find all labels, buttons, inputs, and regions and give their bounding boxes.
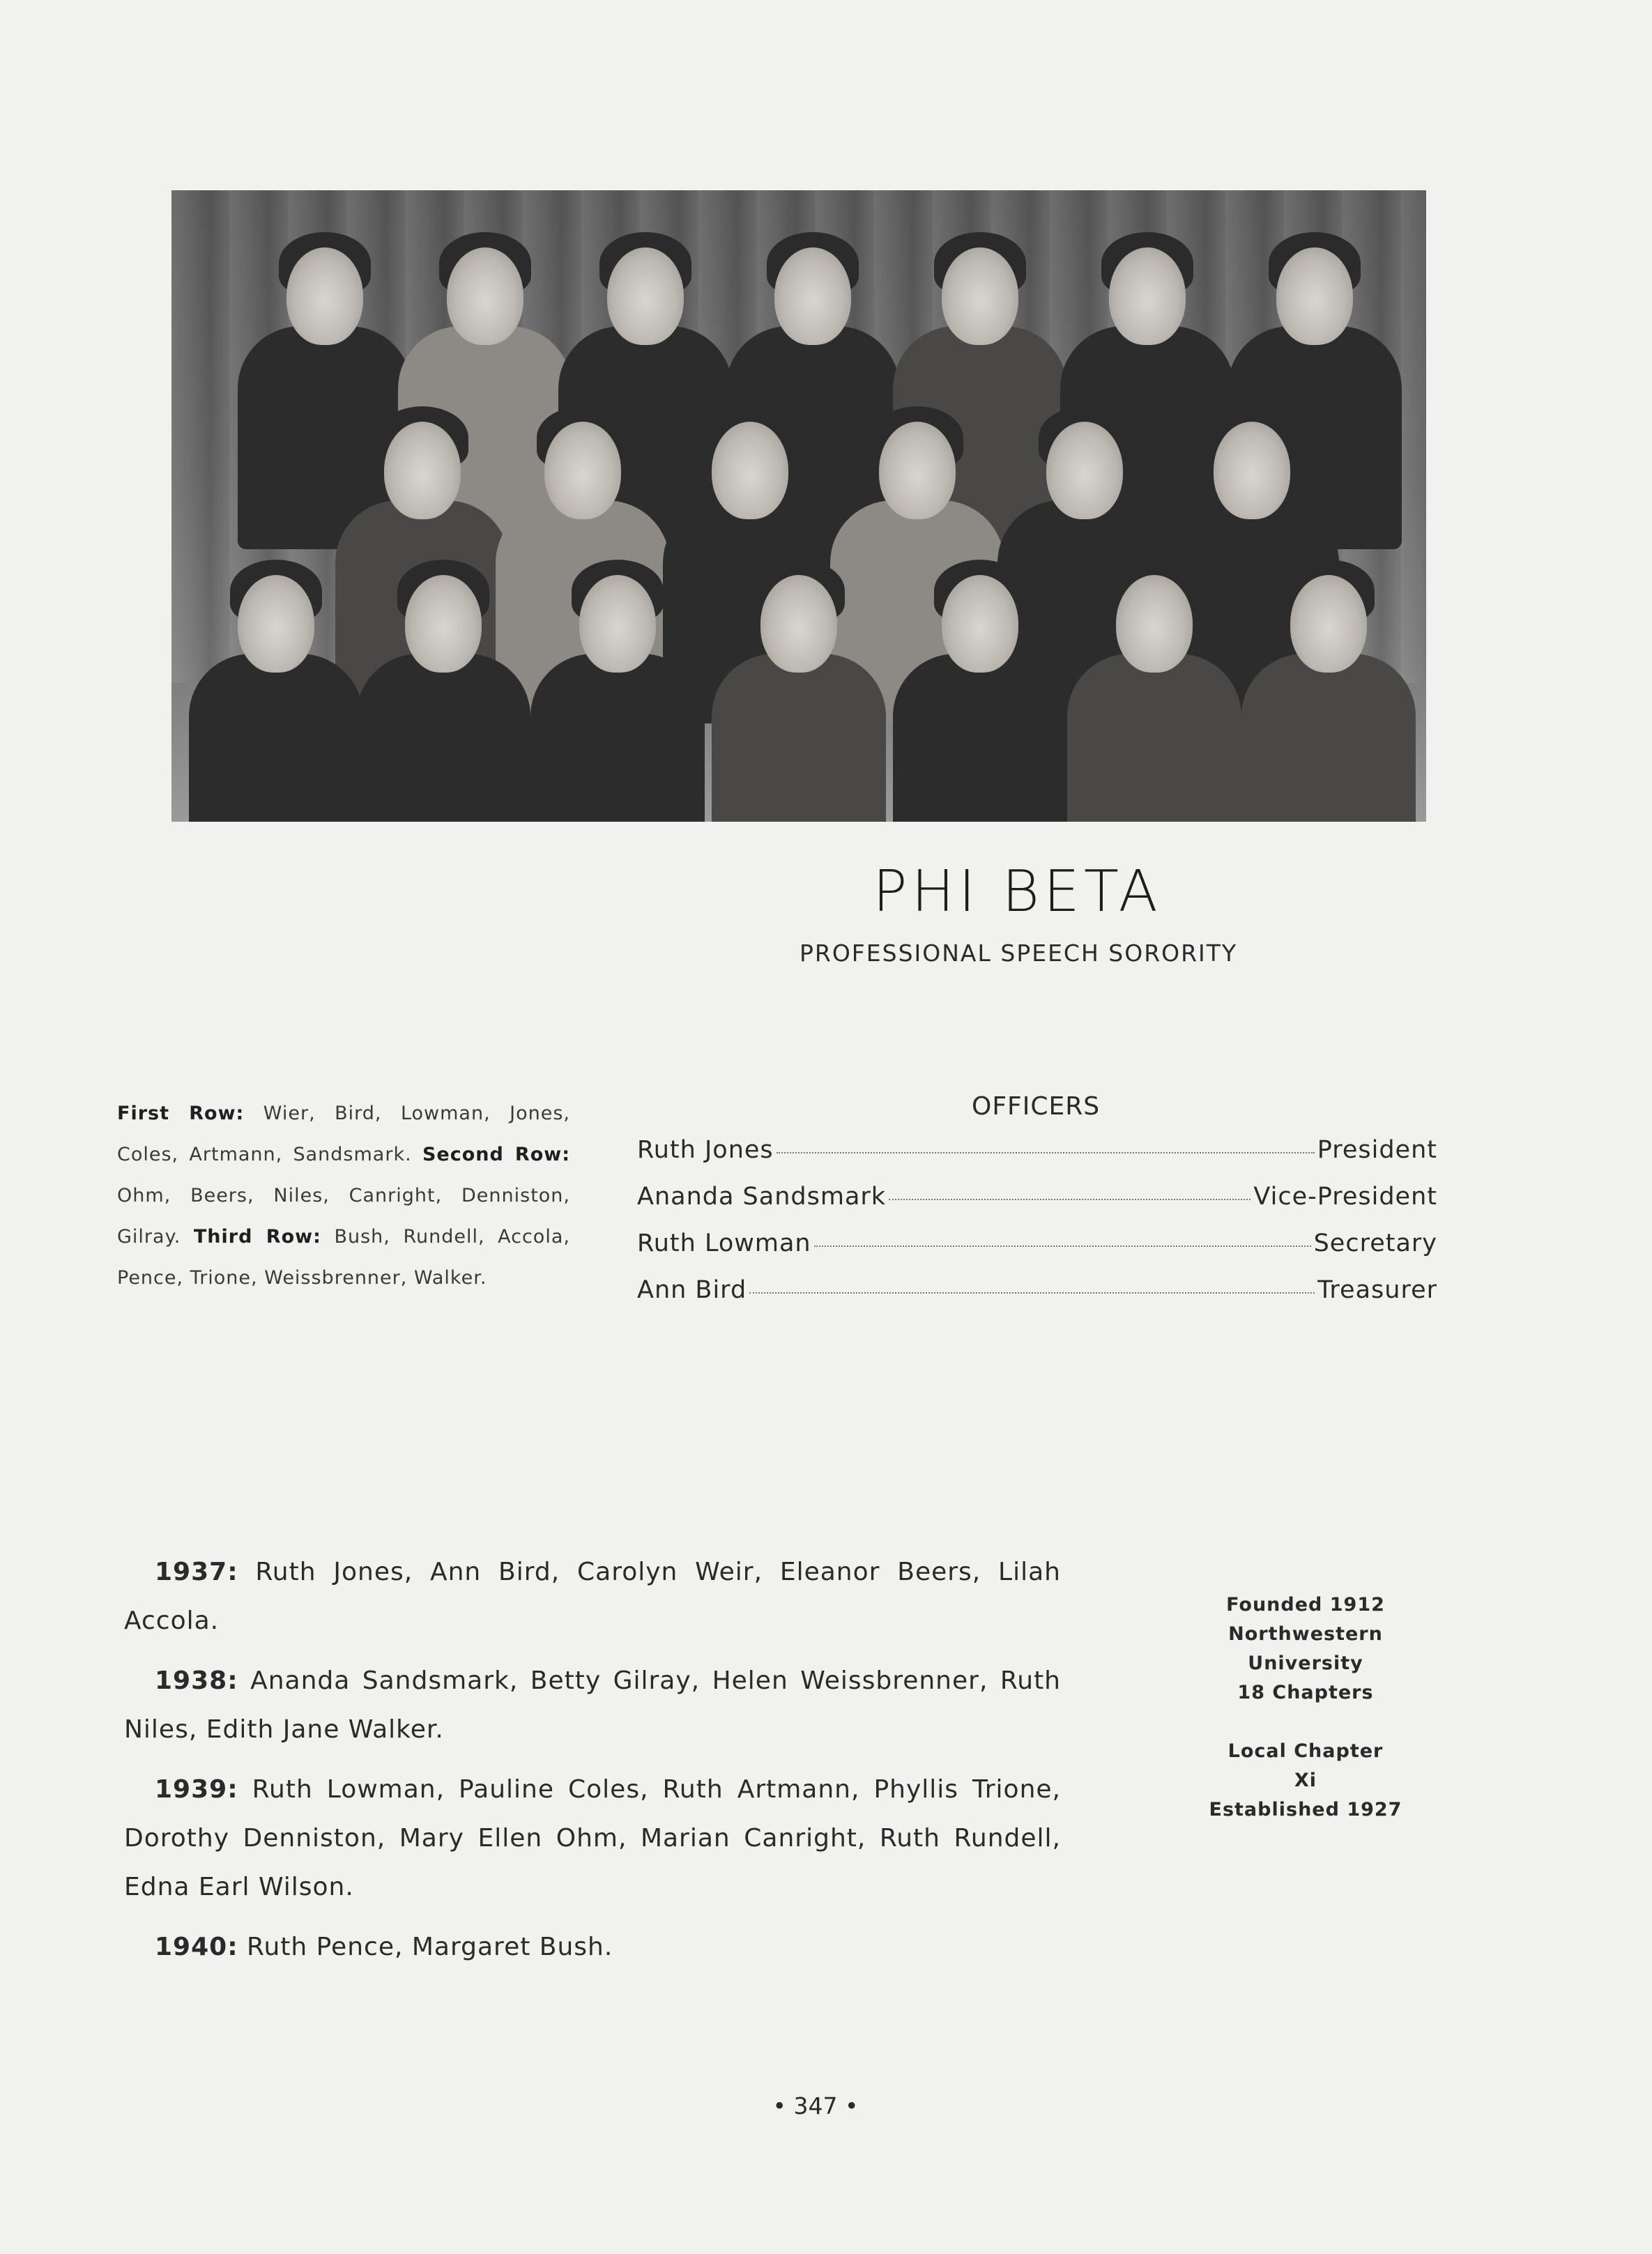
class-names: Ruth Pence, Margaret Bush.: [247, 1933, 613, 1961]
officer-name: Ann Bird: [637, 1276, 747, 1304]
caption-third-row-names: Bush, Rundell, Accola, Pence, Trione, Weissbrenner, Walker.: [117, 1226, 570, 1289]
page-number: • 347 •: [772, 2092, 859, 2119]
officer-row: [637, 1183, 1437, 1229]
group-member: [1238, 560, 1419, 822]
founding-info: [1170, 1590, 1441, 1825]
officer-name: Ruth Jones: [637, 1136, 774, 1164]
class-members: [124, 1548, 1061, 1983]
class-entry: [124, 1765, 1061, 1912]
class-entry: [124, 1657, 1061, 1754]
class-entry: [124, 1923, 1061, 1972]
caption-third-row-label: Third Row:: [193, 1226, 321, 1248]
chapter-established: Established 1927: [1209, 1799, 1402, 1820]
class-names: Ananda Sandsmark, Betty Gilray, Helen Weissbrenner, Ruth Niles, Edith Jane Walker.: [124, 1666, 1061, 1744]
group-member: [527, 560, 708, 822]
officers-list: [637, 1136, 1437, 1323]
officer-name: Ananda Sandsmark: [637, 1183, 887, 1211]
page-title: PHI BETA: [873, 859, 1162, 925]
dot-leader: [749, 1292, 1315, 1294]
group-member: [185, 560, 367, 822]
local-chapter-name: Xi: [1294, 1770, 1317, 1791]
local-chapter-label: Local Chapter: [1227, 1740, 1384, 1762]
officer-row: [637, 1229, 1437, 1276]
officer-row: [637, 1276, 1437, 1323]
page-subtitle: PROFESSIONAL SPEECH SORORITY: [800, 940, 1238, 967]
dot-leader: [777, 1152, 1315, 1153]
class-names: Ruth Jones, Ann Bird, Carolyn Weir, Eleanor Beers, Lilah Accola.: [124, 1558, 1061, 1635]
class-year: 1938:: [155, 1666, 238, 1695]
officer-role: President: [1317, 1136, 1437, 1164]
dot-leader: [814, 1245, 1311, 1247]
chapter-count: 18 Chapters: [1237, 1682, 1374, 1703]
caption-first-row-label: First Row:: [117, 1103, 245, 1124]
class-names: Ruth Lowman, Pauline Coles, Ruth Artmann, Phyllis Trione, Dorothy Denniston, Mary Ellen Ohm, Marian Canright, Ruth Rundell, Edna Earl Wilson.: [124, 1775, 1061, 1901]
caption-first-row-names: Wier, Bird, Lowman, Jones, Coles, Artmann, Sandsmark.: [117, 1103, 570, 1165]
officer-row: [637, 1136, 1437, 1183]
founding-university: Northwestern University: [1228, 1623, 1383, 1674]
officer-name: Ruth Lowman: [637, 1229, 811, 1257]
officer-role: Secretary: [1313, 1229, 1437, 1257]
class-entry: [124, 1548, 1061, 1646]
officer-role: Treasurer: [1317, 1276, 1437, 1304]
officers-heading: OFFICERS: [972, 1092, 1101, 1121]
group-member: [353, 560, 534, 822]
class-year: 1939:: [155, 1775, 238, 1804]
class-year: 1940:: [155, 1933, 238, 1961]
group-member: [708, 560, 889, 822]
group-member: [1064, 560, 1245, 822]
group-photo: [171, 190, 1426, 822]
caption-second-row-label: Second Row:: [422, 1144, 570, 1165]
group-member: [889, 560, 1071, 822]
founded-year: Founded 1912: [1226, 1594, 1385, 1616]
photo-caption: [117, 1093, 570, 1298]
officer-role: Vice-President: [1253, 1183, 1437, 1211]
caption-second-row-names: Ohm, Beers, Niles, Canright, Denniston, Gilray.: [117, 1185, 570, 1248]
dot-leader: [889, 1199, 1251, 1200]
class-year: 1937:: [155, 1558, 238, 1586]
